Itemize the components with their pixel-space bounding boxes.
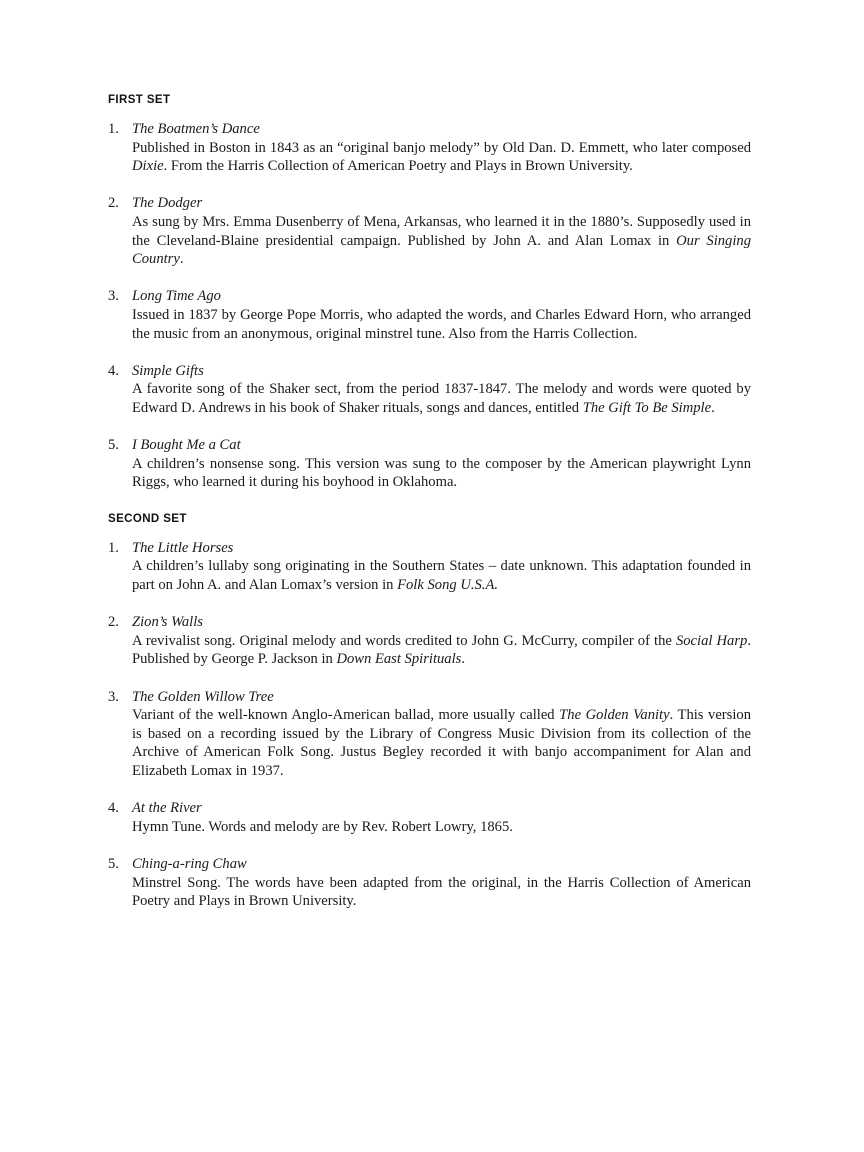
item-number: 2. <box>108 195 119 212</box>
item-body <box>132 799 751 836</box>
item-body <box>132 539 751 595</box>
song-item <box>108 362 751 418</box>
item-number: 1. <box>108 121 119 137</box>
song-description <box>132 874 751 911</box>
text-run: Published in Boston in 1843 as an “original banjo melody” by Old Dan. D. Emmett, who later composed <box>132 139 751 156</box>
italic-text-run: The Golden Vanity <box>559 707 670 724</box>
text-run: . <box>179 251 184 268</box>
item-number: 5. <box>108 855 119 872</box>
text-run: A revivalist song. Original melody and words credited to John G. McCurry, compiler of the <box>132 632 676 649</box>
item-body <box>132 436 751 492</box>
text-run: Variant of the well-known Anglo-American ballad, more usually called <box>132 707 560 724</box>
song-title: Ching-a-ring Chaw <box>132 855 247 872</box>
song-description <box>132 455 751 492</box>
song-item <box>108 799 751 836</box>
item-number: 2. <box>108 614 119 631</box>
item-number: 5. <box>108 437 119 454</box>
song-title: Long Time Ago <box>132 288 221 305</box>
text-run: . This version is based on a recording issued by the Library of Congress Music Division from its collection of the Archive of American Folk Song. Justus Begley recorded it with banjo accompaniment for Alan and Elizabeth Lomax in 1937. <box>132 707 751 779</box>
song-description <box>132 818 751 837</box>
italic-text-run: Social Harp <box>675 632 748 649</box>
item-body <box>132 362 751 418</box>
item-body <box>132 287 751 343</box>
song-title: The Little Horses <box>132 539 234 556</box>
song-item <box>108 688 751 781</box>
set-section <box>108 94 751 492</box>
section-heading: SECOND SET <box>108 512 187 525</box>
song-item <box>108 287 751 343</box>
item-number: 4. <box>108 362 119 379</box>
song-description <box>132 706 751 780</box>
song-description <box>132 632 751 669</box>
song-title: At the River <box>132 800 202 817</box>
text-run: A children’s nonsense song. This version was sung to the composer by the American playwright Lynn Riggs, who learned it during his boyhood in Oklahoma. <box>132 455 751 491</box>
song-description <box>132 139 751 176</box>
song-title: Zion’s Walls <box>132 614 203 631</box>
song-item <box>108 436 751 492</box>
song-item <box>108 855 751 911</box>
text-run: As sung by Mrs. Emma Dusenberry of Mena, Arkansas, who learned it in the 1880’s. Supposedly used in the Cleveland-Blaine presidential campaign. Published by John A. and Alan Lomax in <box>132 213 751 249</box>
text-run: . <box>461 651 465 668</box>
song-notes-content <box>108 94 751 929</box>
item-body <box>132 194 751 268</box>
song-description <box>132 380 751 417</box>
text-run: A favorite song of the Shaker sect, from the period 1837-1847. The melody and words were quoted by Edward D. Andrews in his book of Shaker rituals, songs and dances, entitled <box>132 381 751 416</box>
song-description <box>132 213 751 269</box>
song-title: The Boatmen’s Dance <box>132 121 260 137</box>
italic-text-run: The Gift To Be Simple <box>582 399 712 416</box>
item-body <box>132 120 751 176</box>
text-run: A children’s lullaby song originating in the Southern States – date unknown. This adaptation founded in part on John A. and Alan Lomax’s version in <box>132 558 751 594</box>
text-run: . <box>711 399 715 416</box>
text-run: Issued in 1837 by George Pope Morris, who adapted the words, and Charles Edward Horn, who arranged the music from an anonymous, original minstrel tune. Also from the Harris Collection. <box>132 306 751 342</box>
text-run: . From the Harris Collection of American Poetry and Plays in Brown University. <box>163 158 633 175</box>
song-item <box>108 194 751 268</box>
text-run: Minstrel Song. The words have been adapted from the original, in the Harris Collection of American Poetry and Plays in Brown University. <box>132 874 751 910</box>
song-item <box>108 613 751 669</box>
set-section <box>108 513 751 911</box>
italic-text-run: Dixie <box>132 158 164 175</box>
song-description <box>132 557 751 594</box>
italic-text-run: Down East Spirituals <box>336 651 462 668</box>
song-item <box>108 539 751 595</box>
item-body <box>132 613 751 669</box>
song-title: The Golden Willow Tree <box>132 688 274 705</box>
text-run: . Published by George P. Jackson in <box>132 632 751 668</box>
italic-text-run: Folk Song U.S.A. <box>397 577 499 594</box>
item-number: 3. <box>108 288 119 305</box>
text-run: Hymn Tune. Words and melody are by Rev. Robert Lowry, 1865. <box>132 818 513 835</box>
song-item <box>108 120 751 176</box>
item-body <box>132 688 751 781</box>
item-number: 3. <box>108 688 119 705</box>
item-number: 1. <box>108 539 119 556</box>
song-title: I Bought Me a Cat <box>132 437 241 454</box>
italic-text-run: Our Singing Country <box>132 232 751 268</box>
item-body <box>132 855 751 911</box>
song-title: The Dodger <box>132 195 203 212</box>
item-number: 4. <box>108 800 119 817</box>
song-title: Simple Gifts <box>132 362 204 379</box>
section-heading: FIRST SET <box>108 94 171 106</box>
song-description <box>132 306 751 343</box>
